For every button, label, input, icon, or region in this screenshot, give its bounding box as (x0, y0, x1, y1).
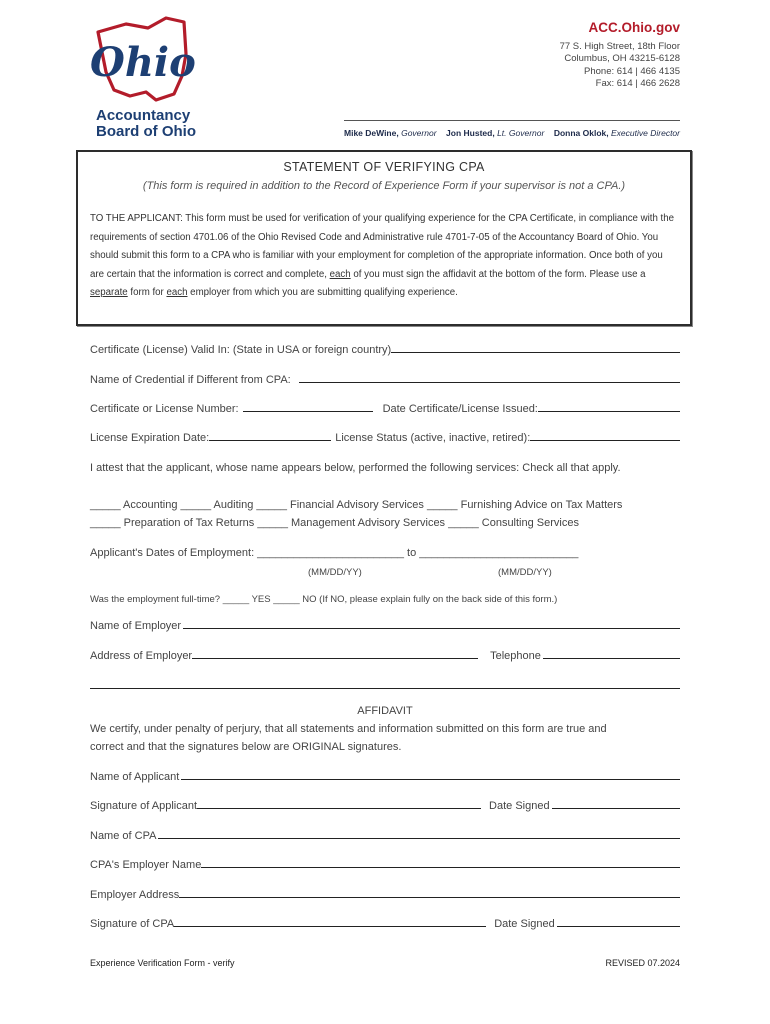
input-expiration[interactable] (209, 440, 331, 441)
input-telephone[interactable] (543, 658, 680, 659)
statement-body: TO THE APPLICANT: This form must be used for verification of your qualifying experience for the CPA Certificate, in compliance with the requirements of section 4701.06 of the Ohio Revised Code and Administrative rule 4701-7-05 of the Accountancy Board of Ohio. You should submit this form to a CPA who is familiar with your employment for completion of the appropriate information. Once both of you are certain that the information is correct and complete, each of you must sign the affidavit at the bottom of the form. Please use a separate form for each employer from which you are submitting qualifying experience. (90, 213, 675, 299)
input-cpa-signature[interactable] (174, 926, 486, 927)
input-applicant-name[interactable] (181, 779, 680, 780)
statement-box (76, 150, 692, 326)
label-applicant-name: Name of Applicant (90, 771, 180, 783)
label-date-issued: Date Certificate/License Issued: (382, 403, 538, 415)
official-executive-director: Donna Oklok, Executive Director (553, 128, 680, 138)
date-format-start: (MM/DD/YY) (308, 567, 362, 578)
input-cpa-employer-address[interactable] (179, 897, 680, 898)
statement-note: (This form is required in addition to the Record of Experience Form if your supervisor is not a CPA.) (142, 180, 626, 192)
label-valid-in: Certificate (License) Valid In: (State in USA or foreign country) (90, 344, 392, 356)
website-link[interactable]: ACC.Ohio.gov (588, 20, 680, 35)
label-cert-number: Certificate or License Number: (90, 403, 239, 415)
label-cpa-employer: CPA's Employer Name (90, 859, 202, 871)
field-employer-name (90, 620, 680, 632)
input-cpa-employer[interactable] (201, 867, 680, 868)
input-employer-address[interactable] (192, 658, 478, 659)
input-date-signed-applicant[interactable] (552, 808, 680, 809)
footer-revision: REVISED 07.2024 (605, 958, 680, 968)
input-date-issued[interactable] (538, 411, 680, 412)
section-divider (90, 688, 680, 689)
input-applicant-signature[interactable] (197, 808, 481, 809)
input-status[interactable] (530, 440, 680, 441)
field-employer-address-cpa (90, 889, 680, 901)
logo-word: Ohio (90, 39, 196, 86)
affidavit-title: AFFIDAVIT (357, 705, 413, 717)
attest-text: I attest that the applicant, whose name appears below, performed the following services: Check all that apply. (90, 462, 621, 474)
employment-dates[interactable]: Applicant's Dates of Employment: ________________________ to __________________________ (90, 547, 579, 559)
official-lt-governor: Jon Husted, Lt. Governor (446, 128, 545, 138)
input-credential-name[interactable] (299, 382, 680, 383)
field-cert-number (90, 403, 680, 415)
official-governor: Mike DeWine, Governor (344, 128, 437, 138)
input-valid-in[interactable] (391, 352, 680, 353)
input-date-signed-cpa[interactable] (557, 926, 680, 927)
field-valid-in (90, 344, 680, 356)
field-cpa-employer (90, 859, 680, 871)
input-employer-name[interactable] (183, 628, 680, 629)
fax: Fax: 614 | 466 2628 (595, 78, 680, 89)
label-date-signed-applicant: Date Signed (489, 800, 550, 812)
org-name (96, 108, 196, 140)
footer-form-name: Experience Verification Form - verify (90, 958, 235, 968)
label-date-signed-cpa: Date Signed (494, 918, 555, 930)
label-cpa-employer-address: Employer Address (90, 889, 180, 901)
label-cpa-signature: Signature of CPA (90, 918, 175, 930)
officials-line (344, 128, 680, 138)
field-applicant-signature (90, 800, 680, 812)
address-line2: Columbus, OH 43215-6128 (564, 53, 680, 64)
affidavit-text-1: We certify, under penalty of perjury, that all statements and information submitted on this form are true and (90, 723, 607, 735)
input-cert-number[interactable] (243, 411, 373, 412)
field-credential-name (90, 374, 680, 386)
field-cpa-signature (90, 918, 680, 930)
field-expiration (90, 432, 680, 444)
org-name-line2: Board of Ohio (96, 123, 196, 140)
fulltime-question[interactable]: Was the employment full-time? _____ YES _____ NO (If NO, please explain fully on the back side of this form.) (90, 594, 558, 605)
label-status: License Status (active, inactive, retired): (335, 432, 531, 444)
label-employer-name: Name of Employer (90, 620, 182, 632)
label-employer-address: Address of Employer (90, 650, 193, 662)
statement-title: STATEMENT OF VERIFYING CPA (283, 160, 485, 174)
label-telephone: Telephone (490, 650, 541, 662)
org-name-line1: Accountancy (96, 107, 191, 124)
label-applicant-signature: Signature of Applicant (90, 800, 198, 812)
label-cpa-name: Name of CPA (90, 830, 157, 842)
services-row-1[interactable]: _____ Accounting _____ Auditing _____ Financial Advisory Services _____ Furnishing Advice on Tax Matters (90, 499, 623, 511)
label-expiration: License Expiration Date: (90, 432, 210, 444)
header-divider (344, 120, 680, 121)
affidavit-text-2: correct and that the signatures below are ORIGINAL signatures. (90, 741, 402, 753)
input-cpa-name[interactable] (158, 838, 680, 839)
field-employer-address (90, 650, 680, 662)
field-applicant-name (90, 771, 680, 783)
phone: Phone: 614 | 466 4135 (584, 65, 680, 77)
field-cpa-name (90, 830, 680, 842)
contact-block (560, 22, 680, 91)
label-credential-name: Name of Credential if Different from CPA: (90, 374, 291, 386)
services-row-2[interactable]: _____ Preparation of Tax Returns _____ Management Advisory Services _____ Consulting Services (90, 517, 579, 529)
date-format-end: (MM/DD/YY) (498, 567, 552, 578)
address-line1: 77 S. High Street, 18th Floor (559, 40, 680, 52)
